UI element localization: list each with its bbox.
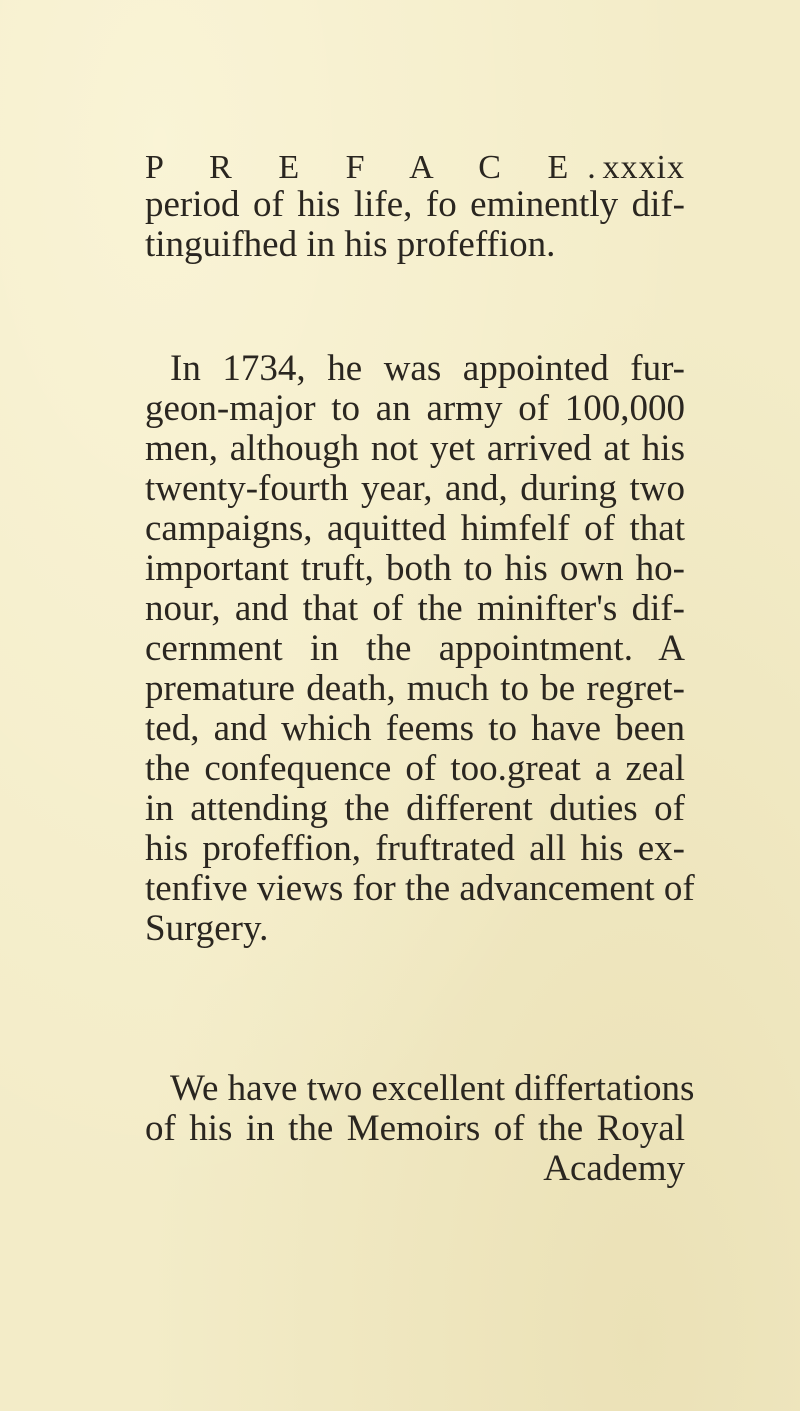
text-line: tenfive views for the advancement of: [145, 868, 695, 909]
text-line: important truft, both to his own ho-: [145, 548, 685, 589]
text-line: Surgery.: [145, 908, 269, 949]
text-line: In 1734, he was appointed fur-: [170, 348, 685, 389]
running-title: P R E F A C E.: [145, 149, 615, 186]
text-line: his profeffion, fruftrated all his ex-: [145, 828, 685, 869]
paragraph-1: [145, 185, 685, 265]
text-line: ted, and which feems to have been: [145, 708, 685, 749]
text-line: geon-major to an army of 100,000: [145, 388, 685, 429]
text-line: cernment in the appointment. A: [145, 628, 685, 669]
page-number: xxxix: [602, 149, 685, 186]
paragraph-2: [145, 348, 695, 949]
text-line: the confequence of too.great a zeal: [145, 748, 685, 789]
text-line: men, although not yet arrived at his: [145, 428, 685, 469]
text-line: premature death, much to be regret-: [145, 668, 685, 709]
running-header: [145, 148, 685, 188]
text-line: period of his life, fo eminently dif-: [145, 184, 685, 225]
text-line: tinguifhed in his profeffion.: [145, 224, 556, 265]
text-line: in attending the different duties of: [145, 788, 685, 829]
text-line: twenty-fourth year, and, during two: [145, 468, 685, 509]
text-line: We have two excellent differtations: [170, 1068, 695, 1109]
paragraph-3: [145, 1068, 695, 1189]
text-line: nour, and that of the minifter's dif-: [145, 588, 685, 629]
catchword: Academy: [543, 1148, 685, 1189]
text-line: campaigns, aquitted himfelf of that: [145, 508, 685, 549]
text-line: of his in the Memoirs of the Royal: [145, 1108, 685, 1149]
